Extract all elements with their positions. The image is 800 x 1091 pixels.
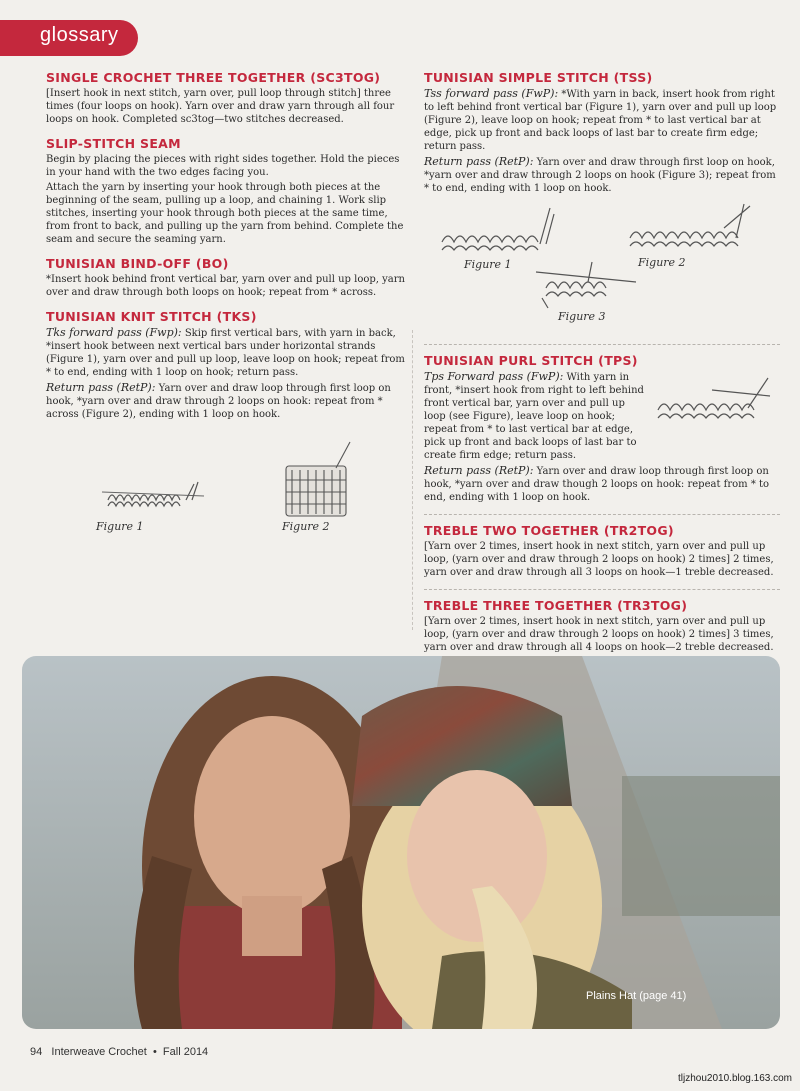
pass-text: *With yarn in back, insert hook from right to left behind front vertical bar (Figure 1), yarn over and pull up loop (Figure 2), leave loop on hook; repeat from * to last vertical bar at edge, pick up front and back loops of last bar to create firm edge; return pass. [424,89,777,152]
glossary-entry-tunisian-bind-off [46,256,408,299]
photo-caption: Plains Hat (page 41) [586,990,687,1002]
issue-date: Fall 2014 [162,1046,209,1058]
entry-text [424,155,780,195]
entry-text: Begin by placing the pieces with right sides together. Hold the pieces in your hand with the two edges facing you. [46,154,400,178]
figure-caption: Figure 3 [558,310,606,323]
tss-figure-2-illustration [624,198,754,254]
entry-text: [Insert hook in next stitch, yarn over, pull loop through stitch] three times (four loops on hook). Yarn over and draw yarn through all four loops on hook. Completed sc3tog—two stitches decreased. [46,88,395,125]
entry-text [424,370,646,462]
page-footer [30,1046,208,1058]
section-tab [0,20,138,56]
entry-title: TUNISIAN KNIT STITCH (TKS) [46,309,257,324]
divider [424,589,780,590]
column-divider [412,330,414,630]
divider [424,344,780,345]
figure-caption: Figure 2 [282,520,330,533]
entry-text [46,326,408,379]
entry-text [424,87,780,153]
glossary-entry-tks [46,309,408,421]
entry-text: [Yarn over 2 times, insert hook in next stitch, yarn over and pull up loop, (yarn over and draw through 2 loops on hook) 2 times] 2 times, yarn over and draw through all 3 loops on hook—1 treble decreased. [424,541,774,578]
tss-figure-3-illustration [532,258,642,310]
models-wearing-crochet-photo [22,656,780,1029]
entry-text: *Insert hook behind front vertical bar, yarn over and pull up loop, yarn over and draw through both loops on hook; repeat from * across. [46,274,405,298]
section-tab-label: glossary [40,24,119,46]
magazine-name: Interweave Crochet [51,1046,147,1058]
pass-label: Tks forward pass (Fwp): [46,326,182,339]
entry-title: SINGLE CROCHET THREE TOGETHER (SC3TOG) [46,70,381,85]
pass-text: Yarn over and draw loop through first loop on hook, *yarn over and draw though 2 loops on hook: repeat from * to end, ending with 1 loop on hook. [424,466,770,503]
glossary-entry-tss [424,70,780,195]
divider [424,514,780,515]
entry-title: TREBLE THREE TOGETHER (TR3TOG) [424,598,688,613]
entry-text: Attach the yarn by inserting your hook through both pieces at the beginning of the seam, pulling up a loop, and chaining 1. Work slip stitches, inserting your hook through both pieces at the same time, from front to back, and pulling up the yarn from behind. Complete the seam and secure the seaming yarn. [46,182,404,245]
pass-label: Return pass (RetP): [424,464,534,477]
tks-figure-2-illustration [278,440,358,520]
entry-text: [Yarn over 2 times, insert hook in next stitch, yarn over and pull up loop, (yarn over and draw through 2 loops on hook) 2 times] 3 times, yarn over and draw through all 4 loops on hook—2 treble decreased. [424,616,774,653]
pass-text: With yarn in front, *insert hook from right to left behind front vertical bar, yarn over and pull up loop (see Figure), leave loop on hook; repeat from * to last vertical bar at edge, pick up front and back loops of last bar to create firm edge; return pass. [424,372,644,461]
pass-text: Yarn over and draw through first loop on hook, *yarn over and draw through 2 loops on hook (Figure 3); repeat from * to end, ending with 1 loop on hook. [424,157,776,194]
tps-figure-illustration [652,374,776,434]
tks-figure-1-illustration [96,470,208,520]
pass-text: Skip first vertical bars, with yarn in back, *insert hook between next vertical bars under horizontal strands (Figure 1), yarn over and pull up loop, leave loop on hook; repeat from * to end, ending with 1 loop on hook; return pass. [46,328,405,378]
glossary-entry-tr2tog [424,523,780,579]
pass-label: Tps Forward pass (FwP): [424,370,564,383]
entry-title: SLIP-STITCH SEAM [46,136,181,151]
figure-caption: Figure 2 [638,256,686,269]
page-number: 94 [30,1046,43,1058]
hero-photo [22,656,780,1029]
pass-label: Tss forward pass (FwP): [424,87,559,100]
pass-label: Return pass (RetP): [46,381,156,394]
entry-text [424,464,780,504]
tss-figure-1-illustration [434,204,564,260]
figure-caption: Figure 1 [464,258,512,271]
glossary-entry-sc3tog [46,70,408,126]
right-column [424,70,780,205]
pass-text: Yarn over and draw loop through first loop on hook, *yarn over and draw through 2 loops on hook: repeat from * across (Figure 2), ending with 1 loop on hook. [46,383,391,420]
glossary-entry-slip-stitch-seam [46,136,408,246]
watermark: tljzhou2010.blog.163.com [678,1073,792,1084]
entry-title: TUNISIAN BIND-OFF (BO) [46,256,229,271]
entry-title: TREBLE TWO TOGETHER (TR2TOG) [424,523,674,538]
glossary-entry-tr3tog [424,598,780,654]
footer-bullet: • [152,1046,157,1058]
entry-text [46,381,408,421]
pass-label: Return pass (RetP): [424,155,534,168]
figure-caption: Figure 1 [96,520,144,533]
entry-title: TUNISIAN SIMPLE STITCH (TSS) [424,70,653,85]
entry-title: TUNISIAN PURL STITCH (TPS) [424,353,638,368]
left-column [46,70,408,431]
